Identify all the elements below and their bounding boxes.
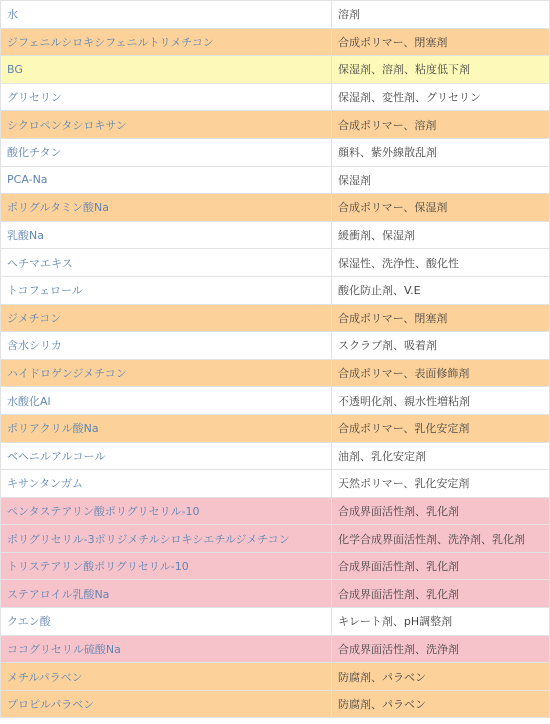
ingredient-table-body bbox=[1, 1, 550, 718]
ingredient-name-link[interactable]: 酸化チタン bbox=[1, 138, 332, 166]
table-row bbox=[1, 525, 550, 553]
ingredient-function: 油剤、乳化安定剤 bbox=[332, 442, 550, 470]
ingredient-name-link[interactable]: 含水シリカ bbox=[1, 332, 332, 360]
ingredient-name-link[interactable]: BG bbox=[1, 56, 332, 84]
table-row bbox=[1, 663, 550, 691]
ingredient-name-link[interactable]: クエン酸 bbox=[1, 608, 332, 636]
ingredient-function: 化学合成界面活性剤、洗浄剤、乳化剤 bbox=[332, 525, 550, 553]
ingredient-function: 合成界面活性剤、乳化剤 bbox=[332, 552, 550, 580]
table-row bbox=[1, 166, 550, 194]
ingredient-function: 合成ポリマー、溶剤 bbox=[332, 111, 550, 139]
ingredient-name-link[interactable]: トコフェロール bbox=[1, 276, 332, 304]
ingredient-name-link[interactable]: ジフェニルシロキシフェニルトリメチコン bbox=[1, 28, 332, 56]
ingredient-function: 溶剤 bbox=[332, 1, 550, 29]
table-row bbox=[1, 442, 550, 470]
ingredient-function: 保湿剤、溶剤、粘度低下剤 bbox=[332, 56, 550, 84]
ingredient-function: 保湿性、洗浄性、酸化性 bbox=[332, 249, 550, 277]
ingredient-function: キレート剤、pH調整剤 bbox=[332, 608, 550, 636]
ingredient-name-link[interactable]: トリステアリン酸ポリグリセリル-10 bbox=[1, 552, 332, 580]
ingredient-function: 合成ポリマー、保湿剤 bbox=[332, 194, 550, 222]
table-row bbox=[1, 608, 550, 636]
table-row bbox=[1, 56, 550, 84]
table-row bbox=[1, 138, 550, 166]
ingredient-function: 合成界面活性剤、乳化剤 bbox=[332, 497, 550, 525]
ingredient-name-link[interactable]: PCA-Na bbox=[1, 166, 332, 194]
table-row bbox=[1, 249, 550, 277]
table-row bbox=[1, 304, 550, 332]
table-row bbox=[1, 332, 550, 360]
table-row bbox=[1, 194, 550, 222]
ingredient-function: 酸化防止剤、V.E bbox=[332, 276, 550, 304]
ingredient-function: 保湿剤 bbox=[332, 166, 550, 194]
ingredient-name-link[interactable]: 水酸化Al bbox=[1, 387, 332, 415]
ingredient-function: 防腐剤、パラベン bbox=[332, 690, 550, 718]
ingredient-function: 顔料、紫外線散乱剤 bbox=[332, 138, 550, 166]
ingredient-function: 合成ポリマー、表面修飾剤 bbox=[332, 359, 550, 387]
ingredient-function: スクラブ剤、吸着剤 bbox=[332, 332, 550, 360]
table-row bbox=[1, 221, 550, 249]
ingredient-function: 防腐剤、パラベン bbox=[332, 663, 550, 691]
ingredient-name-link[interactable]: ヘチマエキス bbox=[1, 249, 332, 277]
table-row bbox=[1, 497, 550, 525]
table-row bbox=[1, 552, 550, 580]
ingredient-name-link[interactable]: ハイドロゲンジメチコン bbox=[1, 359, 332, 387]
ingredient-function: 不透明化剤、親水性増粘剤 bbox=[332, 387, 550, 415]
ingredient-function: 合成ポリマー、閉塞剤 bbox=[332, 28, 550, 56]
ingredient-name-link[interactable]: ポリアクリル酸Na bbox=[1, 414, 332, 442]
ingredient-name-link[interactable]: 水 bbox=[1, 1, 332, 29]
table-row bbox=[1, 359, 550, 387]
table-row bbox=[1, 387, 550, 415]
ingredient-name-link[interactable]: ペンタステアリン酸ポリグリセリル-10 bbox=[1, 497, 332, 525]
ingredient-function: 合成ポリマー、閉塞剤 bbox=[332, 304, 550, 332]
table-row bbox=[1, 635, 550, 663]
ingredient-name-link[interactable]: ベヘニルアルコール bbox=[1, 442, 332, 470]
table-row bbox=[1, 276, 550, 304]
ingredient-function: 緩衝剤、保湿剤 bbox=[332, 221, 550, 249]
table-row bbox=[1, 580, 550, 608]
ingredient-name-link[interactable]: キサンタンガム bbox=[1, 470, 332, 498]
ingredient-name-link[interactable]: 乳酸Na bbox=[1, 221, 332, 249]
ingredient-name-link[interactable]: プロピルパラベン bbox=[1, 690, 332, 718]
ingredient-name-link[interactable]: ステアロイル乳酸Na bbox=[1, 580, 332, 608]
table-row bbox=[1, 414, 550, 442]
table-row bbox=[1, 83, 550, 111]
ingredient-name-link[interactable]: ポリグリセリル-3ポリジメチルシロキシエチルジメチコン bbox=[1, 525, 332, 553]
ingredient-name-link[interactable]: シクロペンタシロキサン bbox=[1, 111, 332, 139]
ingredient-name-link[interactable]: ジメチコン bbox=[1, 304, 332, 332]
table-row bbox=[1, 28, 550, 56]
table-row bbox=[1, 1, 550, 29]
ingredient-function: 合成界面活性剤、乳化剤 bbox=[332, 580, 550, 608]
table-row bbox=[1, 690, 550, 718]
ingredient-name-link[interactable]: グリセリン bbox=[1, 83, 332, 111]
ingredient-name-link[interactable]: メチルパラベン bbox=[1, 663, 332, 691]
table-row bbox=[1, 111, 550, 139]
ingredient-name-link[interactable]: ココグリセリル硫酸Na bbox=[1, 635, 332, 663]
ingredient-function: 合成ポリマー、乳化安定剤 bbox=[332, 414, 550, 442]
ingredient-function: 保湿剤、変性剤、グリセリン bbox=[332, 83, 550, 111]
table-row bbox=[1, 470, 550, 498]
ingredient-function: 合成界面活性剤、洗浄剤 bbox=[332, 635, 550, 663]
ingredient-function: 天然ポリマー、乳化安定剤 bbox=[332, 470, 550, 498]
ingredient-name-link[interactable]: ポリグルタミン酸Na bbox=[1, 194, 332, 222]
